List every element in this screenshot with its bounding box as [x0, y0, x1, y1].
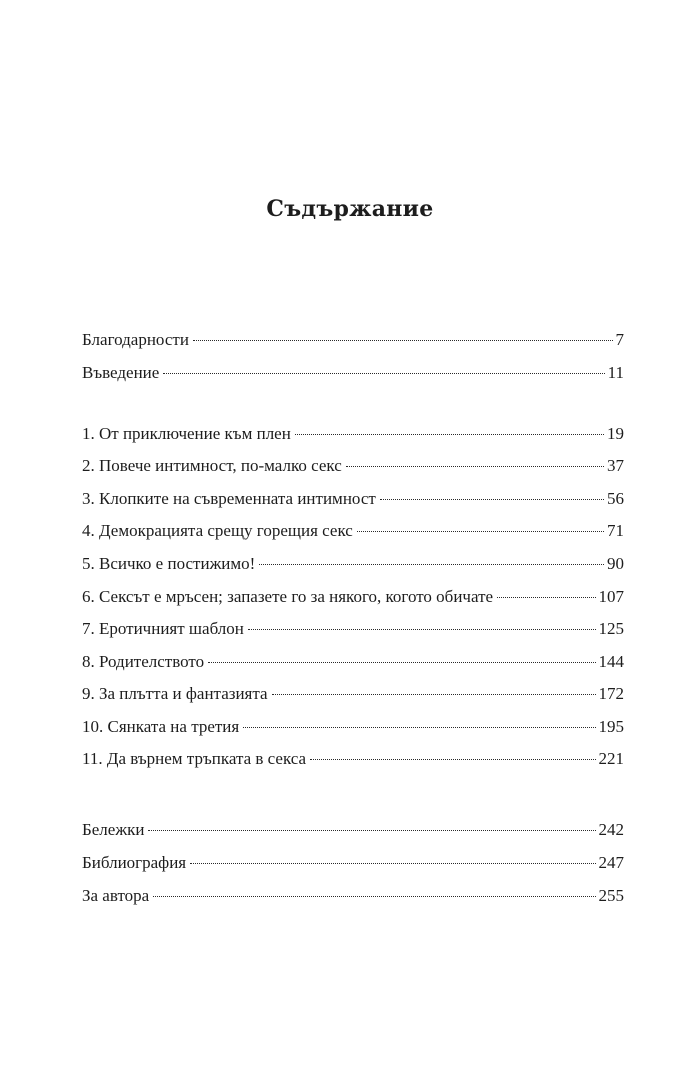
- toc-entry-page: 11: [607, 363, 624, 382]
- toc-entry-label: 5. Всичко е постижимо!: [82, 554, 256, 573]
- dot-leader: [248, 629, 596, 630]
- toc-entry-page: 255: [598, 886, 624, 905]
- toc-entry-label: 11. Да върнем тръпката в секса: [82, 749, 307, 768]
- dot-leader: [163, 373, 604, 374]
- page-title: Съдържание: [266, 196, 434, 222]
- toc-entry-page: 221: [598, 749, 624, 768]
- dot-leader: [357, 531, 604, 532]
- toc-entry-chapter-3[interactable]: [82, 487, 624, 511]
- dot-leader: [148, 830, 595, 831]
- toc-entry-label: 1. От приключение към плен: [82, 424, 291, 443]
- toc-entry-page: 90: [607, 554, 624, 573]
- dot-leader: [208, 662, 595, 663]
- toc-entry-bibliography[interactable]: [82, 851, 624, 875]
- dot-leader: [259, 564, 604, 565]
- toc-entry-chapter-1[interactable]: [82, 422, 624, 446]
- toc-entry-about-author[interactable]: [82, 884, 624, 908]
- toc-entry-label: Бележки: [82, 820, 145, 839]
- toc-entry-page: 172: [598, 684, 624, 703]
- dot-leader: [380, 499, 604, 500]
- dot-leader: [310, 759, 595, 760]
- toc-entry-label: 9. За плътта и фантазията: [82, 684, 268, 703]
- toc-entry-page: 125: [598, 619, 624, 638]
- toc-entry-chapter-4[interactable]: [82, 519, 624, 543]
- dot-leader: [346, 466, 604, 467]
- toc-entry-chapter-8[interactable]: [82, 650, 624, 674]
- toc-entry-page: 242: [598, 820, 624, 839]
- toc-entry-label: Библиография: [82, 853, 187, 872]
- toc-entry-page: 107: [598, 587, 624, 606]
- toc-entry-page: 7: [615, 330, 624, 349]
- toc-entry-label: 8. Родителството: [82, 652, 205, 671]
- toc-entry-label: Благодарности: [82, 330, 189, 349]
- toc-entry-label: Въведение: [82, 363, 160, 382]
- toc-entry-page: 144: [598, 652, 624, 671]
- toc-entry-label: 4. Демокрацията срещу горещия секс: [82, 521, 353, 540]
- toc-entry-chapter-2[interactable]: [82, 454, 624, 478]
- dot-leader: [190, 863, 595, 864]
- toc-entry-page: 37: [607, 456, 624, 475]
- toc-entry-chapter-10[interactable]: [82, 715, 624, 739]
- toc-entry-chapter-5[interactable]: [82, 552, 624, 576]
- toc-entry-label: За автора: [82, 886, 150, 905]
- dot-leader: [497, 597, 595, 598]
- toc-entry-acknowledgements[interactable]: [82, 328, 624, 352]
- toc-entry-label: 10. Сянката на третия: [82, 717, 240, 736]
- toc-entry-introduction[interactable]: [82, 361, 624, 385]
- toc-entry-label: 6. Сексът е мръсен; запазете го за някого, когото обичате: [82, 587, 494, 606]
- toc-entry-label: 7. Еротичният шаблон: [82, 619, 244, 638]
- toc-entry-label: 2. Повече интимност, по-малко секс: [82, 456, 342, 475]
- toc-entry-notes[interactable]: [82, 818, 624, 842]
- toc-entry-chapter-6[interactable]: [82, 585, 624, 609]
- toc-entry-page: 19: [607, 424, 624, 443]
- dot-leader: [295, 434, 604, 435]
- toc-entry-page: 247: [598, 853, 624, 872]
- dot-leader: [193, 340, 613, 341]
- toc-entry-chapter-11[interactable]: [82, 747, 624, 771]
- toc-entry-chapter-7[interactable]: [82, 617, 624, 641]
- toc-entry-page: 71: [607, 521, 624, 540]
- toc-entry-chapter-9[interactable]: [82, 682, 624, 706]
- toc-entry-page: 56: [607, 489, 624, 508]
- toc-entry-page: 195: [598, 717, 624, 736]
- dot-leader: [153, 896, 595, 897]
- dot-leader: [243, 727, 595, 728]
- dot-leader: [272, 694, 596, 695]
- toc-entry-label: 3. Клопките на съвременната интимност: [82, 489, 376, 508]
